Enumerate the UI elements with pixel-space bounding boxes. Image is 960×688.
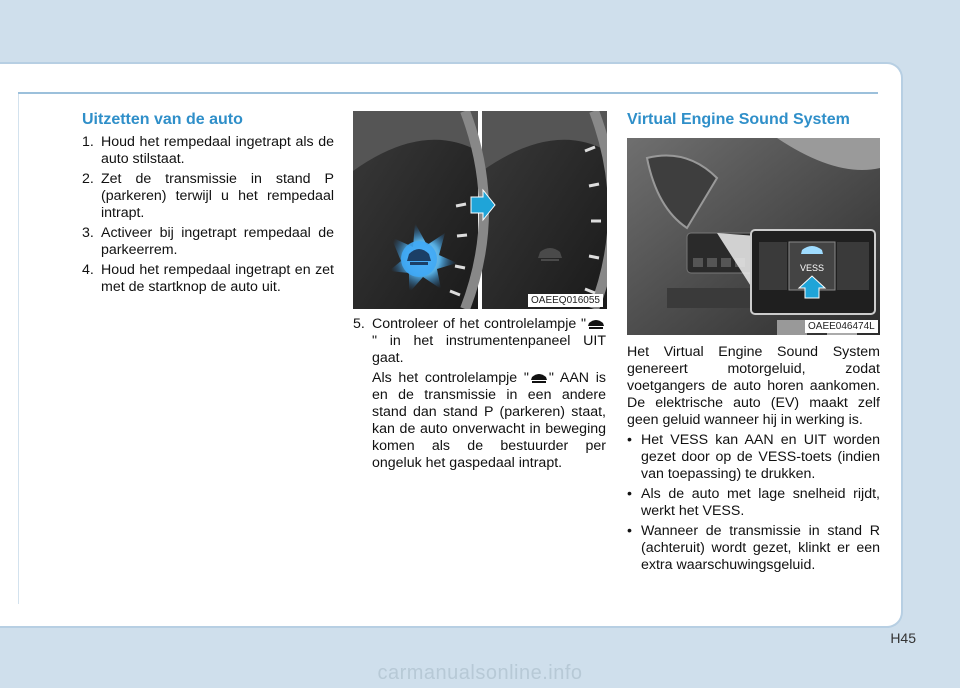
step-1: 1. Houd het rempedaal ingetrapt als de auto stilstaat. <box>82 134 334 167</box>
step-5: 5. Controleer of het controlelampje "" in het instrumentenpaneel UIT gaat. <box>353 316 606 366</box>
vess-button-label: VESS <box>799 263 825 273</box>
page-number: H45 <box>890 630 916 646</box>
vess-description <box>627 344 880 577</box>
step-2: 2. Zet de transmissie in stand P (parkeren) terwijl u het rempedaal intrapt. <box>82 171 334 221</box>
vess-bullet: • Als de auto met lage snelheid rijdt, werkt het VESS. <box>627 486 880 519</box>
vess-indicator-icon <box>586 317 606 330</box>
instrument-cluster-image <box>353 111 607 309</box>
vess-intro: Het Virtual Engine Sound System genereert motorgeluid, zodat voetgangers de auto horen aankomen. De elektrische auto (EV) maakt zelf geen geluid wanneer hij in werking is. <box>627 344 880 428</box>
image-code-cluster: OAEEQ016055 <box>528 294 603 307</box>
section-title-shutdown: Uitzetten van de auto <box>82 111 243 128</box>
warning-note: Als het controlelampje " " AAN is en de transmissie in een andere stand dan stand P (parkeren) staat, kan de auto onverwacht in beweging komen als de bestuurder per ongeluk het gaspedaal intrapt. <box>372 370 606 471</box>
step-4: 4. Houd het rempedaal ingetrapt en zet met de startknop de auto uit. <box>82 262 334 295</box>
watermark: carmanualsonline.info <box>377 662 583 684</box>
section-title-vess: Virtual Engine Sound System <box>627 111 850 128</box>
step-5-block <box>353 316 606 475</box>
vess-bullet: • Het VESS kan AAN en UIT worden gezet door op de VESS-toets (indien van toepassing) te drukken. <box>627 432 880 482</box>
step-3: 3. Activeer bij ingetrapt rempedaal de parkeerrem. <box>82 225 334 258</box>
image-code-vess: OAEE046474L <box>805 320 878 333</box>
margin-line <box>18 94 19 604</box>
vess-indicator-icon <box>529 371 549 384</box>
shutdown-steps <box>82 134 334 299</box>
vess-bullet: • Wanneer de transmissie in stand R (achteruit) wordt gezet, klinkt er een extra waarschuwingsgeluid. <box>627 523 880 573</box>
header-rule <box>18 92 878 94</box>
vess-button-image <box>627 138 880 335</box>
